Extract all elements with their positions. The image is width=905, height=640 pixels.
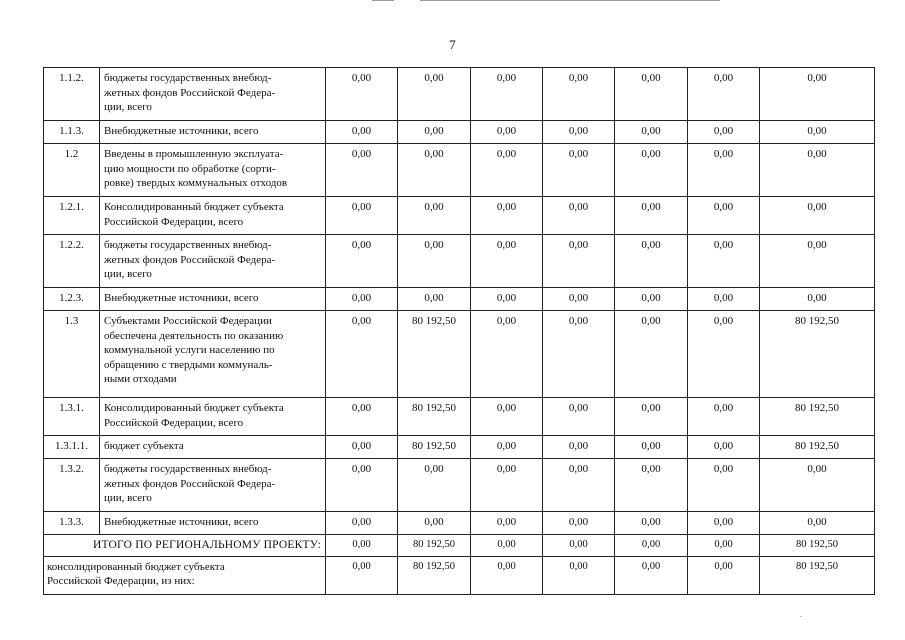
value-cell: 0,00 [326, 459, 398, 512]
total-value-cell: 80 192,50 [760, 535, 875, 557]
value-cell: 0,00 [326, 144, 398, 197]
table-row [44, 68, 875, 121]
value-cell: 80 192,50 [398, 436, 471, 459]
value-cell: 0,00 [326, 512, 398, 535]
value-cell: 0,00 [543, 512, 615, 535]
value-cell: 0,00 [398, 288, 471, 311]
value-cell: 0,00 [543, 459, 615, 512]
value-cell: 0,00 [615, 459, 688, 512]
value-cell: 0,00 [398, 459, 471, 512]
value-cell: 0,00 [543, 436, 615, 459]
value-cell: 0,00 [615, 311, 688, 398]
value-cell: 0,00 [543, 144, 615, 197]
row-number: 1.3.1.1. [44, 436, 100, 459]
table-row [44, 144, 875, 197]
value-cell: 0,00 [615, 512, 688, 535]
row-number: 1.3 [44, 311, 100, 398]
table-body [44, 68, 875, 595]
value-cell: 0,00 [688, 288, 760, 311]
value-cell: 0,00 [471, 288, 543, 311]
value-cell: 0,00 [326, 68, 398, 121]
value-cell: 0,00 [615, 398, 688, 436]
row-name: бюджет субъекта [100, 436, 326, 459]
value-cell: 0,00 [471, 68, 543, 121]
value-cell: 0,00 [471, 512, 543, 535]
value-cell: 0,00 [471, 235, 543, 288]
value-cell: 0,00 [688, 436, 760, 459]
value-cell: 0,00 [688, 235, 760, 288]
value-cell: 80 192,50 [760, 398, 875, 436]
value-cell: 0,00 [471, 121, 543, 144]
value-cell: 0,00 [543, 398, 615, 436]
value-cell: 0,00 [760, 121, 875, 144]
value-cell: 0,00 [760, 235, 875, 288]
row-number: 1.3.1. [44, 398, 100, 436]
total-value-cell: 80 192,50 [398, 535, 471, 557]
row-name: Внебюджетные источники, всего [100, 288, 326, 311]
value-cell: 0,00 [760, 512, 875, 535]
value-cell: 0,00 [398, 68, 471, 121]
scan-artifact-line [372, 0, 394, 1]
total-row [44, 535, 875, 557]
table-row [44, 311, 875, 398]
value-cell: 0,00 [688, 311, 760, 398]
page-number: 7 [449, 37, 456, 52]
value-cell: 0,00 [543, 235, 615, 288]
value-cell: 0,00 [326, 436, 398, 459]
value-cell: 0,00 [615, 197, 688, 235]
value-cell: 0,00 [543, 121, 615, 144]
row-number: 1.3.2. [44, 459, 100, 512]
value-cell: 80 192,50 [398, 311, 471, 398]
consolidated-value-cell: 0,00 [688, 556, 760, 594]
value-cell: 0,00 [688, 144, 760, 197]
row-name: Консолидированный бюджет субъекта Российской Федерации, всего [100, 197, 326, 235]
value-cell: 0,00 [471, 144, 543, 197]
value-cell: 0,00 [615, 144, 688, 197]
row-name: бюджеты государственных внебюд- жетных фондов Российской Федера- ции, всего [100, 235, 326, 288]
value-cell: 0,00 [688, 512, 760, 535]
total-value-cell: 0,00 [543, 535, 615, 557]
value-cell: 0,00 [471, 436, 543, 459]
table-row [44, 459, 875, 512]
total-value-cell: 0,00 [471, 535, 543, 557]
consolidated-value-cell: 80 192,50 [398, 556, 471, 594]
value-cell: 0,00 [760, 68, 875, 121]
value-cell: 0,00 [760, 288, 875, 311]
row-number: 1.1.2. [44, 68, 100, 121]
consolidated-value-cell: 0,00 [615, 556, 688, 594]
value-cell: 0,00 [543, 288, 615, 311]
value-cell: 0,00 [688, 459, 760, 512]
row-name: Консолидированный бюджет субъекта Российской Федерации, всего [100, 398, 326, 436]
value-cell: 0,00 [760, 144, 875, 197]
scan-artifact-line [420, 0, 720, 1]
row-name: Субъектами Российской Федерации обеспечена деятельность по оказанию коммунальной услуги населению по обращению с твердыми коммуналь- ными отходами [100, 311, 326, 398]
value-cell: 0,00 [326, 121, 398, 144]
row-number: 1.2.2. [44, 235, 100, 288]
value-cell: 0,00 [543, 68, 615, 121]
value-cell: 0,00 [471, 398, 543, 436]
row-number: 1.2 [44, 144, 100, 197]
row-name: бюджеты государственных внебюд- жетных фондов Российской Федера- ции, всего [100, 459, 326, 512]
value-cell: 80 192,50 [760, 436, 875, 459]
value-cell: 0,00 [326, 197, 398, 235]
value-cell: 0,00 [688, 121, 760, 144]
consolidated-value-cell: 0,00 [543, 556, 615, 594]
row-name: Внебюджетные источники, всего [100, 512, 326, 535]
table-row [44, 197, 875, 235]
value-cell: 0,00 [615, 235, 688, 288]
row-name: бюджеты государственных внебюд- жетных фондов Российской Федера- ции, всего [100, 68, 326, 121]
value-cell: 0,00 [615, 68, 688, 121]
row-name: Внебюджетные источники, всего [100, 121, 326, 144]
table-row [44, 235, 875, 288]
value-cell: 0,00 [326, 288, 398, 311]
value-cell: 0,00 [760, 459, 875, 512]
value-cell: 0,00 [398, 197, 471, 235]
value-cell: 0,00 [688, 68, 760, 121]
total-value-cell: 0,00 [615, 535, 688, 557]
table-row [44, 512, 875, 535]
total-label: ИТОГО ПО РЕГИОНАЛЬНОМУ ПРОЕКТУ: [44, 535, 326, 557]
value-cell: 0,00 [326, 398, 398, 436]
value-cell: 0,00 [471, 197, 543, 235]
total-value-cell: 0,00 [326, 535, 398, 557]
value-cell: 0,00 [615, 436, 688, 459]
consolidated-label: консолидированный бюджет субъекта Российской Федерации, из них: [44, 556, 326, 594]
row-number: 1.2.3. [44, 288, 100, 311]
value-cell: 0,00 [760, 197, 875, 235]
table-row [44, 288, 875, 311]
value-cell: 0,00 [688, 398, 760, 436]
row-name: Введены в промышленную эксплуата- цию мощности по обработке (сорти- ровке) твердых коммунальных отходов [100, 144, 326, 197]
table-row [44, 121, 875, 144]
value-cell: 0,00 [398, 144, 471, 197]
value-cell: 0,00 [543, 311, 615, 398]
row-number: 1.3.3. [44, 512, 100, 535]
scan-speck [800, 616, 802, 617]
table-row [44, 436, 875, 459]
value-cell: 80 192,50 [760, 311, 875, 398]
value-cell: 0,00 [471, 459, 543, 512]
value-cell: 0,00 [326, 235, 398, 288]
value-cell: 0,00 [615, 121, 688, 144]
consolidated-row [44, 556, 875, 594]
value-cell: 0,00 [688, 197, 760, 235]
total-value-cell: 0,00 [688, 535, 760, 557]
row-number: 1.2.1. [44, 197, 100, 235]
value-cell: 0,00 [398, 235, 471, 288]
budget-table [43, 67, 875, 595]
consolidated-value-cell: 80 192,50 [760, 556, 875, 594]
row-number: 1.1.3. [44, 121, 100, 144]
consolidated-value-cell: 0,00 [326, 556, 398, 594]
value-cell: 0,00 [615, 288, 688, 311]
value-cell: 0,00 [543, 197, 615, 235]
value-cell: 0,00 [398, 121, 471, 144]
value-cell: 0,00 [398, 512, 471, 535]
value-cell: 0,00 [471, 311, 543, 398]
table-row [44, 398, 875, 436]
value-cell: 80 192,50 [398, 398, 471, 436]
value-cell: 0,00 [326, 311, 398, 398]
consolidated-value-cell: 0,00 [471, 556, 543, 594]
